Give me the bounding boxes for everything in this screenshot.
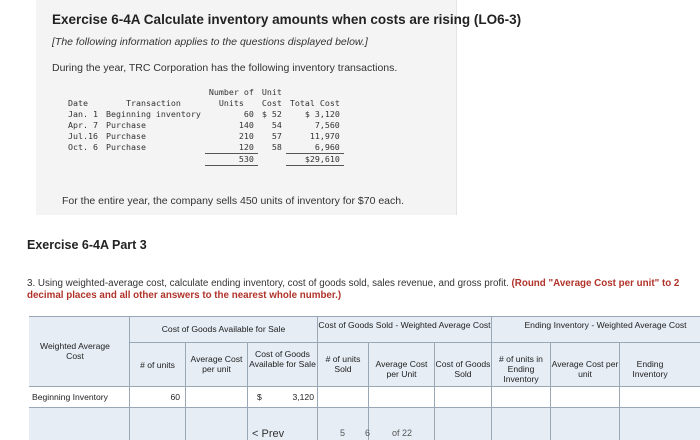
group-ending-inventory: Ending Inventory - Weighted Average Cost [524, 320, 687, 330]
part-title: Exercise 6-4A Part 3 [27, 238, 147, 252]
grid-line [368, 342, 369, 440]
page-count: of 22 [392, 428, 413, 438]
total-cost: $29,610 [286, 154, 344, 166]
sales-info: For the entire year, the company sells 450 units of inventory for $70 each. [62, 195, 405, 207]
table-row [64, 131, 344, 142]
col-cogs-available: Cost of Goods Available for Sale [249, 349, 316, 369]
row-cost: $ 52 [261, 109, 282, 119]
row-date: Jan. 1 [68, 109, 98, 119]
col-avg-cost-3: Average Cost per unit [551, 359, 619, 379]
row-label-beginning-inventory: Beginning Inventory [32, 392, 108, 402]
question-rounding-note: (Round "Average Cost per unit" to 2 decimal places and all other answers to the nearest whole number.) [27, 278, 680, 301]
col-units: # of units [140, 360, 175, 370]
row-transaction: Purchase [105, 120, 146, 130]
currency-symbol: $ [257, 392, 262, 402]
row-date: Apr. 7 [68, 120, 98, 130]
col-cost-goods-sold: Cost of Goods Sold [435, 359, 491, 379]
grid-line [434, 342, 435, 440]
group-cogs-available: Cost of Goods Available for Sale [161, 324, 286, 334]
row-total: 11,970 [309, 131, 340, 141]
header-units-2: Units [218, 98, 244, 108]
row-label-header: Weighted Average Cost [40, 341, 110, 361]
row-total: $ 3,120 [304, 109, 340, 119]
exercise-title: Exercise 6-4A Calculate inventory amounts when costs are rising (LO6-3) [52, 12, 522, 27]
prev-button[interactable]: < Prev [252, 428, 285, 440]
header-transaction: Transaction [125, 98, 181, 108]
beginning-cost-value: 3,120 [292, 392, 314, 402]
row-units: 60 [243, 109, 254, 119]
grid-line [129, 316, 130, 440]
row-cost: 58 [271, 142, 282, 153]
answer-table [29, 316, 700, 440]
row-date: Jul.16 [68, 131, 98, 141]
exercise-intro: During the year, TRC Corporation has the following inventory transactions. [52, 62, 398, 74]
col-units-ending: # of units in Ending Inventory [499, 354, 543, 384]
page-6-link[interactable]: 6 [365, 428, 371, 438]
exercise-subtitle: [The following information applies to the questions displayed below.] [52, 36, 368, 48]
grid-line [550, 342, 551, 440]
row-units: 140 [238, 120, 254, 130]
table-row [64, 109, 344, 120]
row-units: 120 [205, 142, 258, 154]
totals-row [64, 154, 344, 166]
row-date: Oct. 6 [68, 142, 98, 153]
grid-line [619, 342, 620, 440]
inventory-transactions-table [64, 87, 344, 166]
header-date: Date [68, 98, 88, 108]
header-cost-1: Unit [261, 87, 282, 97]
col-avg-cost-2: Average Cost per Unit [375, 359, 428, 379]
row-cost: 57 [271, 131, 282, 141]
row-transaction: Purchase [105, 142, 146, 153]
question-text [27, 278, 700, 302]
col-units-sold: # of units Sold [325, 354, 361, 374]
row-transaction: Beginning inventory [105, 109, 201, 119]
total-units: 530 [205, 154, 258, 166]
grid-line [129, 342, 700, 343]
header-cost-2: Cost [261, 98, 282, 108]
page-5-link[interactable]: 5 [340, 428, 346, 438]
col-ending-inventory: Ending Inventory [632, 359, 668, 379]
group-cogs-sold: Cost of Goods Sold - Weighted Average Cost [318, 320, 491, 330]
row-cost: 54 [271, 120, 282, 130]
grid-line [317, 316, 318, 440]
question-plain: 3. Using weighted-average cost, calculate ending inventory, cost of goods sold, sales revenue, and gross profit. [27, 278, 512, 289]
header-total: Total Cost [289, 98, 340, 108]
row-total: 7,560 [314, 120, 340, 130]
table-row [64, 120, 344, 131]
beginning-units-value: 60 [170, 392, 180, 402]
col-avg-cost: Average Cost per unit [190, 354, 243, 374]
row-transaction: Purchase [105, 131, 146, 141]
row-total: 6,960 [286, 142, 344, 154]
row-units: 210 [238, 131, 254, 141]
table-row [64, 142, 344, 154]
header-units-1: Number of [208, 87, 254, 97]
